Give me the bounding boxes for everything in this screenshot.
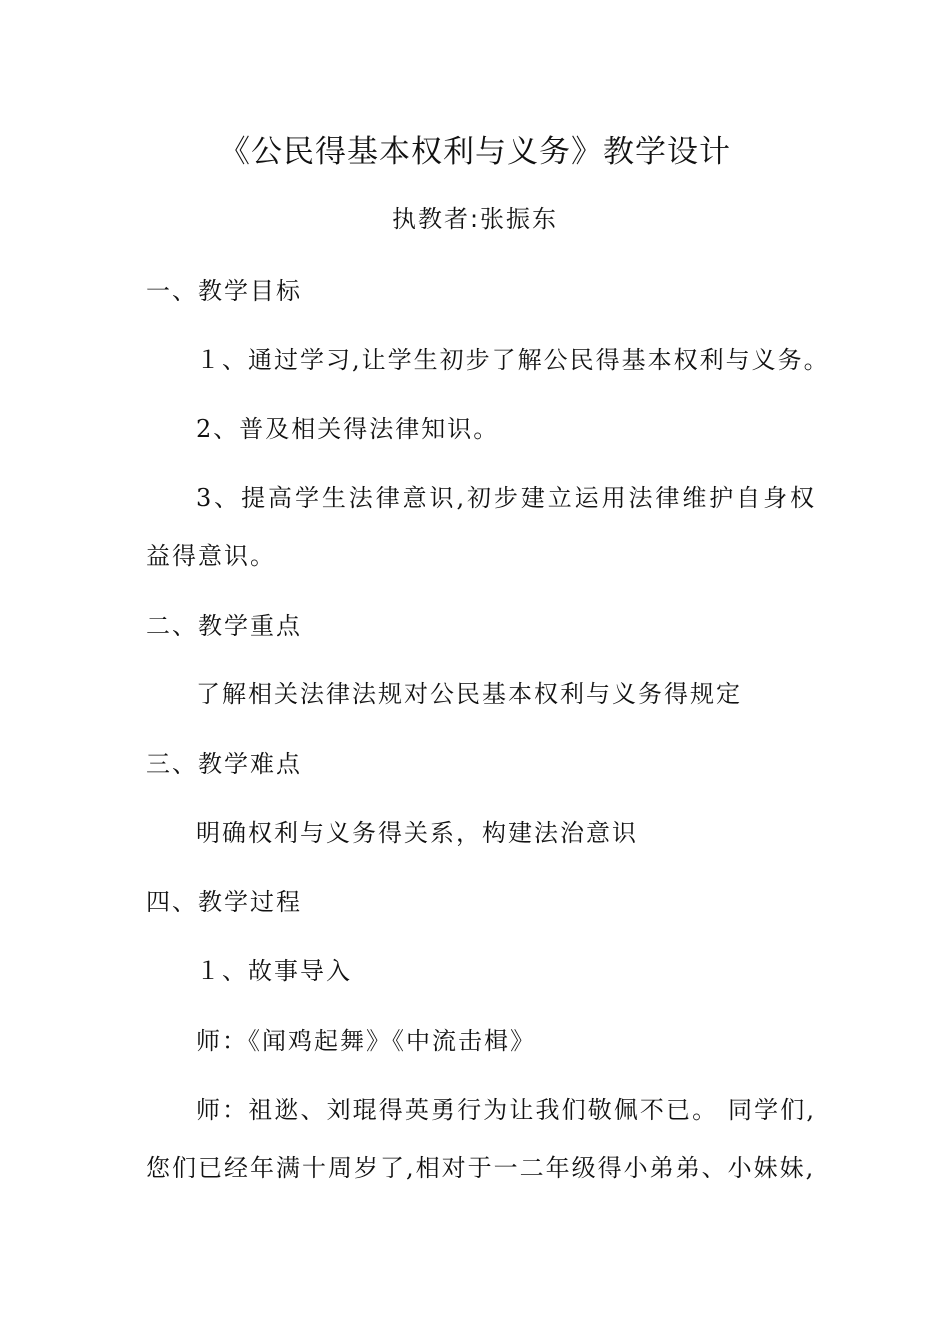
difficulties-content: 明确权利与义务得关系，构建法治意识 [196,819,638,847]
teacher-line-2: 师：祖逖、刘琨得英勇行为让我们敬佩不已。 同学们, [196,1096,816,1124]
section-heading-objectives: 一、教学目标 [146,277,302,305]
teacher-line-1: 师：《闻鸡起舞》《中流击楫》 [196,1027,536,1055]
objective-item-3-continuation: 益得意识。 [146,542,276,570]
document-title: 《公民得基本权利与义务》教学设计 [219,134,731,170]
section-heading-key-points: 二、教学重点 [146,612,302,640]
objective-item-2: 2、普及相关得法律知识。 [196,415,500,443]
key-points-content: 了解相关法律法规对公民基本权利与义务得规定 [196,680,742,708]
teacher-line-2-continuation: 您们已经年满十周岁了,相对于一二年级得小弟弟、小妹妹, [146,1154,816,1182]
objective-item-1: １、通过学习,让学生初步了解公民得基本权利与义务。 [196,346,830,374]
document-author: 执教者:张振东 [391,205,559,233]
process-step-1: １、故事导入 [196,957,352,985]
section-heading-process: 四、教学过程 [146,888,302,916]
section-heading-difficulties: 三、教学难点 [146,750,302,778]
objective-item-3: 3、提高学生法律意识,初步建立运用法律维护自身权 [196,484,816,512]
